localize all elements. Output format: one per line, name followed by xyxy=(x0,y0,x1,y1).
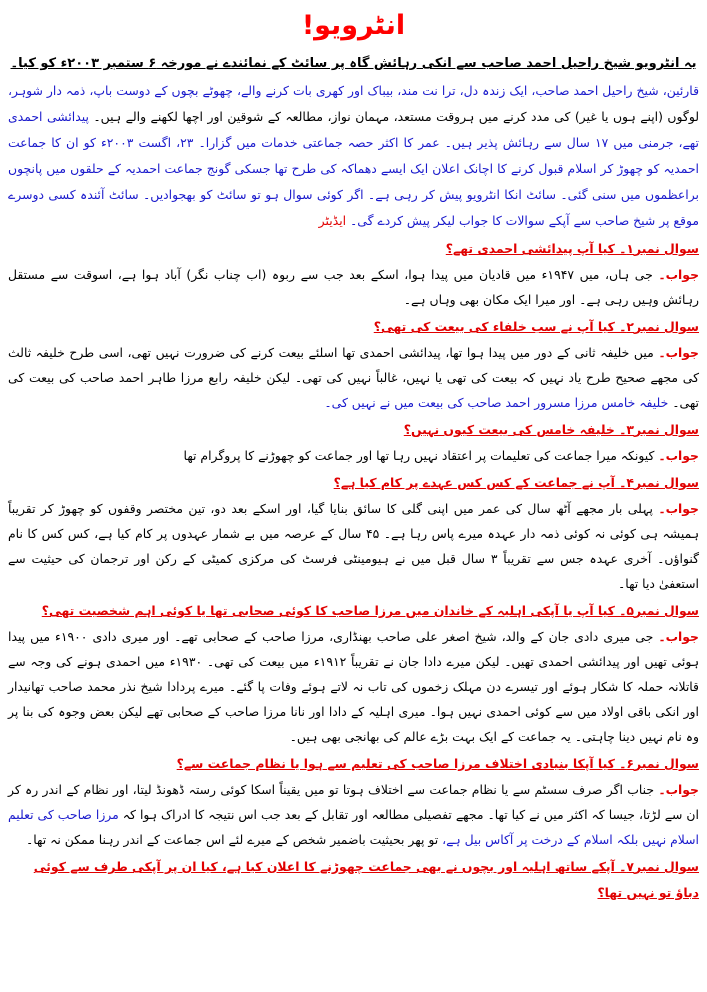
answer-text: جی میری دادی جان کے والد، شیخ اصغر علی صاحب بھنڈاری، مرزا صاحب کے صحابی تھے۔ اور میری دادی ۱۹۰۰ء میں پیدا ہوئی تھیں اور پیدائشی احمدی تھیں۔ لیکن میرے دادا جان نے تقریباً ۱۹۱۲ء میں بیعت کی تھی۔ ۱۹۳۰ء میں احمدی ہونے کی وجہ سے قاتلانہ حملہ کا شکار ہوئے اور تیسرے دن مہلک زخموں کی تاب نہ لاتے ہوئے وفات پا گئے۔ میرے پردادا شیخ نذر محمد صاحب تھانیدار اور انکی باقی اولاد میں سے کوئی احمدی نہیں ہوا۔ میری اہلیہ کے دادا اور نانا مرزا صاحب کے صحابی تھے لیکن بعض وجوہ کی بنا پر وہ نام نہیں دینا چاہتی۔ یہ جماعت کے ایک بہت بڑے عالم کی بھانجی بھی ہیں۔ xyxy=(8,629,699,744)
intro-paragraph xyxy=(8,78,699,234)
answer-1 xyxy=(8,262,699,312)
answer-text-end: تو پھر بحیثیت باضمیر شخص کے میرے لئے اس جماعت کے اندر رہنا ممکن نہ تھا۔ xyxy=(25,832,443,847)
intro-part-1: قارئین، شیخ راحیل احمد صاحب، ایک زندہ دل، ترا نت مند، بیباک اور کھری بات کرنے والے، چھوٹے بچوں کے دوست باپ، ذمہ دار شوہر، xyxy=(8,83,699,98)
editor-signature: ایڈیٹر xyxy=(318,213,351,228)
answer-text: میں خلیفہ ثانی کے دور میں پیدا ہوا تھا، پیدائشی احمدی تھا اسلئے بیعت کرنے کی ضرورت نہیں تھی، اسی طرح خلیفہ ثالث کی مجھے صحیح طرح یاد نہیں کہ بیعت کی تھی یا نہیں، غالباً نہیں کی تھی۔ لیکن خلیفہ رابع مرزا طاہر احمد صاحب کی بیعت کی تھی۔ xyxy=(8,345,699,410)
intro-part-2: لوگوں (اپنے ہوں یا غیر) کی مدد کرنے میں ہروقت مستعد، مہمان نواز، مطالعہ کے شوقین اور اچھا لکھنے والے ہیں۔ xyxy=(93,109,699,124)
answer-label: جواب۔ xyxy=(658,782,699,797)
question-6: سوال نمبر۶۔ کیا آپکا بنیادی اختلاف مرزا صاحب کی تعلیم سے ہوا یا نظام جماعت سے؟ xyxy=(176,756,699,771)
question-1: سوال نمبر۱۔ کیا آپ پیدائشی احمدی تھے؟ xyxy=(445,241,699,256)
answer-highlight: خلیفہ خامس مرزا مسرور احمد صاحب کی بیعت میں نے نہیں کی۔ xyxy=(324,395,673,410)
answer-text: جناب اگر صرف سسٹم سے یا نظام جماعت سے اختلاف ہوتا تو میں یقیناً اسکا کوئی رستہ ڈھونڈ لیتا، اور نظام کے اندر رہ کر ان سے لڑتا، جیسا کہ اکثر میں نے کیا تھا۔ مجھے تفصیلی مطالعہ اور تقابل کے بعد جب اس نتیجہ کا ادراک ہوا کہ xyxy=(8,782,699,822)
question-4: سوال نمبر۴۔ آپ نے جماعت کے کس کس عہدے پر کام کیا ہے؟ xyxy=(333,475,699,490)
answer-highlight: مرزا صاحب کی تعلیم اسلام نہیں بلکہ اسلام کے درخت پر آکاس بیل ہے، xyxy=(8,807,699,847)
answer-label: جواب۔ xyxy=(658,448,699,463)
answer-label: جواب۔ xyxy=(658,629,699,644)
question-5: سوال نمبر۵۔ کیا آپ یا آپکی اہلیہ کے خاندان میں مرزا صاحب کا کوئی صحابی تھا یا کوئی اہم شخصیت تھی؟ xyxy=(41,603,699,618)
question-3: سوال نمبر۳۔ خلیفہ خامس کی بیعت کیوں نہیں؟ xyxy=(403,422,699,437)
question-7: سوال نمبر۷۔ آپکے ساتھ اہلیہ اور بچوں نے بھی جماعت چھوڑنے کا اعلان کیا ہے، کیا ان پر آپکی طرف سے کوئی دباؤ تو نہیں تھا؟ xyxy=(33,859,699,900)
answer-text: کیونکہ میرا جماعت کی تعلیمات پر اعتقاد نہیں رہا تھا اور جماعت کو چھوڑنے کا پروگرام تھا xyxy=(183,448,659,463)
answer-label: جواب۔ xyxy=(658,345,699,360)
interview-subtitle: یہ انٹرویو شیخ راحیل احمد صاحب سے انکی رہائش گاہ پر سائٹ کے نمائندے نے مورخہ ۶ ستمبر ۲۰۰۳ء کو کیا۔ xyxy=(10,56,697,71)
page-title: انٹرویو! xyxy=(301,10,406,41)
answer-text: پہلی بار مجھے آٹھ سال کی عمر میں اپنی گلی کا سائق بنایا گیا، اور اسکے بعد دو، تین مختصر وقفوں کو چھوڑ کر تقریباً ہمیشہ ہی کوئی نہ کوئی ذمہ دار عہدہ میرے پاس رہا ہے۔ ۴۵ سال کے عرصہ میں بے شمار عہدوں پر کام کیا ہے، کس کس کا نام گنواؤں۔ آخری عہدہ جس سے تقریباً ۳ سال قبل میں نے ہیومینٹی فرسٹ کی مرکزی کمیٹی کے رکن اور ترجمان کی حیثیت سے استعفیٰ دیا تھا۔ xyxy=(8,501,699,591)
answer-2 xyxy=(8,340,699,415)
answer-5 xyxy=(8,624,699,749)
answer-label: جواب۔ xyxy=(658,267,700,282)
answer-label: جواب۔ xyxy=(658,501,699,516)
answer-4 xyxy=(8,496,699,596)
answer-6 xyxy=(8,777,699,852)
question-2: سوال نمبر۲۔ کیا آپ نے سب خلفاء کی بیعت کی تھی؟ xyxy=(373,319,699,334)
answer-text: جی ہاں، میں ۱۹۴۷ء میں قادیان میں پیدا ہوا، اسکے بعد جب سے ربوہ (اب چناب نگر) آباد ہوا ہے، اسوقت سے مستقل رہائش وہیں رہی ہے۔ اور میرا ایک مکان بھی وہاں ہے۔ xyxy=(8,267,699,307)
intro-part-3: پیدائشی احمدی تھے، جرمنی میں ۱۷ سال سے رہائش پذیر ہیں۔ عمر کا اکثر حصہ جماعتی خدمات میں گزارا۔ ۲۳، اگست ۲۰۰۳ء کو ان کا جماعت احمدیہ کو چھوڑ کر اسلام قبول کرنے کا اچانک اعلان ایک ایسے دھماکہ کی طرح تھا جسکی گونج جماعت احمدیہ کے حلقوں میں پانچوں براعظموں میں سنی گئی۔ سائٹ انکا انٹرویو پیش کر رہی ہے۔ اگر کوئی سوال ہو تو سائٹ کو بھجوادیں۔ سائٹ آئندہ کسی دوسرے موقع پر شیخ صاحب سے آپکے سوالات کا جواب لیکر پیش کردے گی۔ xyxy=(8,109,699,228)
answer-3 xyxy=(8,443,699,468)
